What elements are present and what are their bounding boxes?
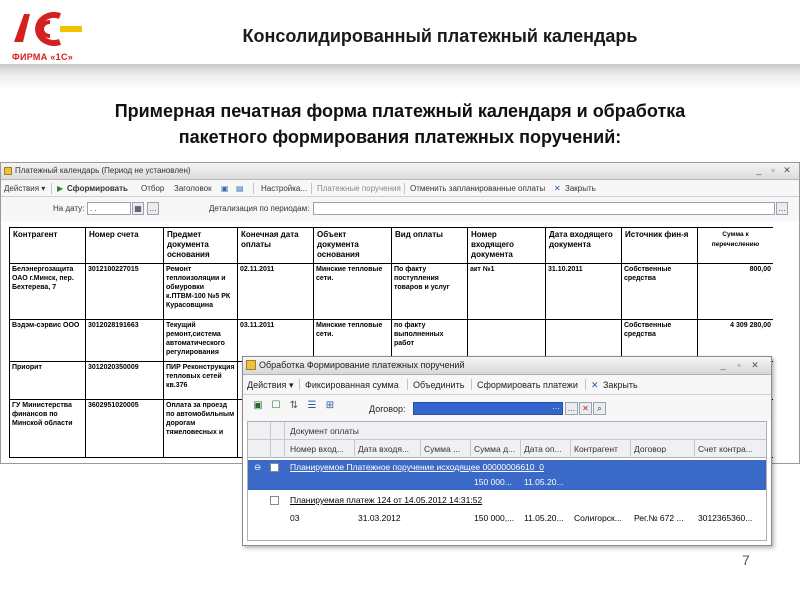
col-separator (420, 440, 421, 458)
close-x-icon: ✕ (554, 184, 561, 193)
col-header: Номер входящего документа (468, 228, 546, 264)
clear-icon[interactable]: ✕ (579, 402, 592, 415)
calendar-icon[interactable]: ▦ (132, 202, 144, 215)
cell: 3012100227015 (86, 264, 164, 320)
cell: Оплата за проезд по автомобильным дорогам тяжеловесных и (164, 400, 238, 458)
cell: Белэнергозащита ОАО г.Минск, пер. Бехтерева, 7 (10, 264, 86, 320)
restore-icon[interactable]: ▫ (737, 360, 741, 370)
uncheck-all-icon[interactable]: ☐ (271, 400, 281, 411)
actions-menu[interactable]: Действия ▾ (4, 184, 46, 193)
col-separator (284, 422, 285, 440)
merge-button[interactable]: Объединить (413, 380, 465, 390)
col-header: Конечная дата оплаты (238, 228, 314, 264)
col-header: Дата входящего документа (546, 228, 622, 264)
col-separator (630, 440, 631, 458)
group-header-label: Документ оплаты (290, 426, 359, 436)
cell: по факту выполненных работ (392, 320, 468, 362)
cell: 31.03.2012 (358, 513, 401, 523)
close-x-icon: ✕ (591, 380, 599, 390)
date-label: На дату: (53, 204, 85, 213)
window-icon (4, 167, 12, 175)
cell: По факту поступления товаров и услуг (392, 264, 468, 320)
close-button[interactable]: Закрыть (603, 380, 638, 390)
cell: ПИР Реконструкция тепловых сетей кв.376 (164, 362, 238, 400)
detail-field[interactable] (313, 202, 775, 215)
table-row[interactable] (10, 264, 774, 320)
grid-column-headers (248, 440, 767, 458)
window-icon (246, 360, 256, 370)
window-titlebar (1, 163, 799, 180)
selection-button[interactable]: Отбор (141, 184, 165, 193)
close-icon[interactable]: ✕ (751, 360, 759, 370)
col-separator (520, 440, 521, 458)
heading-button[interactable]: Заголовок (174, 184, 212, 193)
move-icon[interactable]: ⇅ (289, 400, 299, 411)
toolbar (1, 180, 799, 197)
cell: Текущий ремонт,система автоматического регулирования (164, 320, 238, 362)
separator (471, 379, 472, 390)
col-header[interactable]: Дата входя... (358, 444, 410, 454)
separator (253, 183, 254, 194)
subtitle-line-1: Примерная печатная форма платежный календаря и обработка (114, 101, 686, 121)
cell: 3012020350009 (86, 362, 164, 400)
contract-label: Договор: (369, 404, 406, 414)
grid-group-header (248, 422, 767, 440)
settings-button[interactable]: Настройка... (261, 184, 308, 193)
separator (404, 183, 405, 194)
firm-1c-logo (10, 8, 90, 64)
cell: 31.10.2011 (546, 264, 622, 320)
grid-icon[interactable]: ⊞ (325, 400, 335, 411)
row-checkbox[interactable] (270, 496, 279, 505)
ellipsis-icon: … (552, 402, 560, 411)
col-separator (570, 440, 571, 458)
cell: Собственные средства (622, 264, 698, 320)
cell: Ремонт теплоизоляции и обмуровки к.ПТВМ-100 №5 РК Курасовщина (164, 264, 238, 320)
separator (407, 379, 408, 390)
col-header: Номер счета (86, 228, 164, 264)
subtitle-line-2: пакетного формирования платежных поручений: (178, 127, 622, 147)
print-icon[interactable]: ▣ (221, 184, 229, 193)
detail-label: Детализация по периодам: (209, 204, 310, 213)
col-separator (694, 440, 695, 458)
ellipsis-button[interactable]: … (149, 204, 157, 213)
cell: 03 (290, 513, 300, 523)
table-row[interactable] (248, 494, 767, 508)
document-link[interactable]: Планируемое Платежное поручение исходящее 00000006610_0 (290, 462, 544, 472)
window-titlebar (243, 357, 771, 375)
cell: Вэдэм-сэрвис ООО (10, 320, 86, 362)
row-checkbox[interactable] (270, 463, 279, 472)
logo-1c-mark (10, 8, 86, 50)
collapse-icon[interactable]: ⊖ (254, 462, 262, 472)
col-header[interactable]: Счет контра... (698, 444, 753, 454)
col-separator (270, 422, 271, 440)
cell: Собственные средства (622, 320, 698, 362)
slide-title: Консолидированный платежный календарь (242, 26, 638, 46)
col-header[interactable]: Договор (634, 444, 667, 454)
close-icon[interactable]: ✕ (783, 165, 791, 175)
play-icon: ▶ (57, 184, 64, 193)
cell: Минские тепловые сети. (314, 264, 392, 320)
cell: ГУ Министерства финансов по Минской области (10, 400, 86, 458)
minimize-icon[interactable]: _ (720, 360, 726, 370)
cell: 150 000,... (474, 513, 515, 523)
title-band (0, 64, 800, 90)
parameters-row (1, 197, 799, 221)
col-separator (284, 440, 285, 458)
cell: 4 309 280,00 (698, 320, 774, 362)
logo-text: ФИРМА «1С» (12, 52, 74, 62)
col-separator (470, 440, 471, 458)
payment-documents-grid (247, 421, 767, 541)
minimize-icon[interactable]: _ (756, 165, 762, 175)
cell: Солигорск... (574, 513, 622, 523)
cell: 03.11.2011 (238, 320, 314, 362)
generate-payments-button[interactable]: Сформировать платежи (477, 380, 578, 390)
separator (299, 379, 300, 390)
cell: Приорит (10, 362, 86, 400)
cell: 800,00 (698, 264, 774, 320)
col-header: Вид оплаты (392, 228, 468, 264)
col-header: Объект документа основания (314, 228, 392, 264)
col-header: Предмет документа основания (164, 228, 238, 264)
col-header: Контрагент (10, 228, 86, 264)
col-separator (270, 440, 271, 458)
cell: 11.05.20... (524, 477, 564, 487)
actions-label: Действия (4, 184, 40, 193)
date-field[interactable]: . . (87, 202, 131, 215)
ellipsis-button[interactable]: … (778, 204, 786, 213)
col-header: Источник фин-я (622, 228, 698, 264)
cell: 3012365360... (698, 513, 753, 523)
separator (585, 379, 586, 390)
col-header[interactable]: Сумма ... (424, 444, 461, 454)
cell: 3602951020005 (86, 400, 164, 458)
table-row-selected[interactable] (248, 460, 767, 490)
toolbar (243, 375, 771, 395)
close-button[interactable]: Закрыть (565, 184, 596, 193)
col-header[interactable]: Сумма д... (474, 444, 516, 454)
slide-subtitle (20, 98, 780, 150)
cell: Минские тепловые сети. (314, 320, 392, 362)
cancel-planned-button[interactable]: Отменить запланированные оплаты (410, 184, 546, 193)
payment-orders-processing-window (242, 356, 772, 546)
fixed-sum-button[interactable]: Фиксированная сумма (305, 380, 399, 390)
document-link[interactable]: Планируемая платеж 124 от 14.05.2012 14:31:52 (290, 495, 483, 505)
table-header-row (10, 228, 774, 264)
list-icon[interactable]: ☰ (307, 400, 317, 411)
cell: 02.11.2011 (238, 264, 314, 320)
check-all-icon[interactable]: ▣ (253, 400, 263, 411)
cell: 11.05.20... (524, 513, 564, 523)
col-header[interactable]: Номер вход... (290, 444, 344, 454)
payment-orders-button[interactable]: Платежные поручения (317, 184, 401, 193)
window-title: Обработка Формирование платежных поручений (259, 360, 465, 370)
table-row[interactable] (248, 512, 767, 526)
window-title: Платежный календарь (Период не установлен) (15, 166, 191, 175)
col-header[interactable]: Дата оп... (524, 444, 562, 454)
col-header: Сумма к перечислению (698, 228, 774, 264)
cell: 150 000... (474, 477, 512, 487)
actions-menu[interactable]: Действия ▾ (247, 380, 294, 390)
page-number: 7 (742, 552, 750, 568)
generate-button[interactable]: Сформировать (67, 184, 128, 193)
restore-icon[interactable]: ▫ (771, 165, 775, 175)
cell: Рег.№ 672 ... (634, 513, 684, 523)
col-header[interactable]: Контрагент (574, 444, 618, 454)
search-icon[interactable]: ⌕ (593, 402, 606, 415)
cell: 3012028191663 (86, 320, 164, 362)
contract-field[interactable] (413, 402, 563, 415)
separator (311, 183, 312, 194)
separator (51, 183, 52, 194)
actions-label: Действия (247, 380, 287, 390)
cell: акт №1 (468, 264, 546, 320)
filter-row (243, 395, 771, 421)
export-icon[interactable]: ▤ (236, 184, 244, 193)
ellipsis-button[interactable]: … (565, 402, 578, 415)
col-separator (354, 440, 355, 458)
